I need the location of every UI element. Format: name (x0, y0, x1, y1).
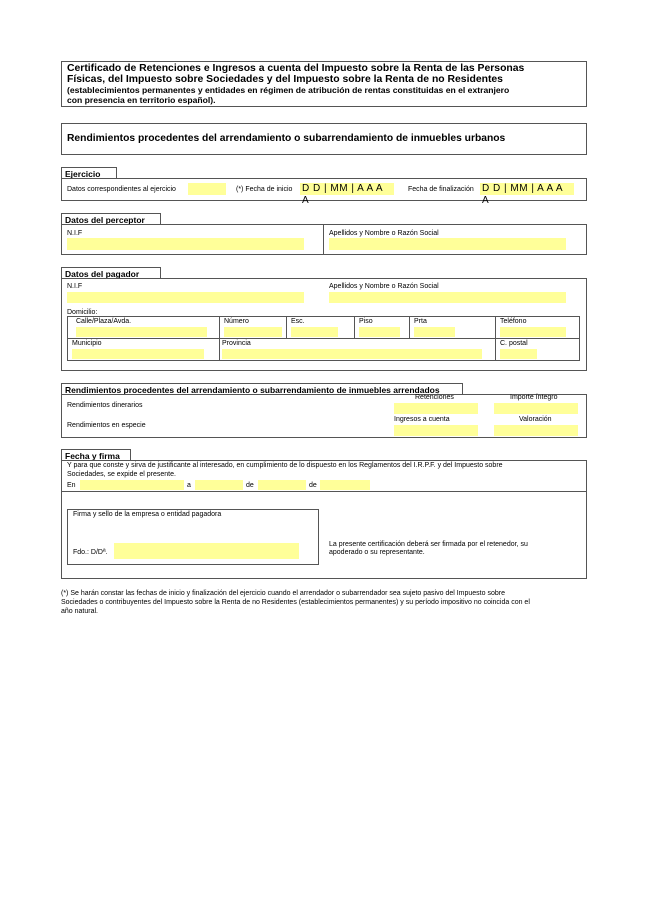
anio-input[interactable] (320, 480, 370, 490)
valoracion-input[interactable] (494, 425, 578, 436)
perceptor-nombre-input[interactable] (329, 238, 566, 250)
de2-label: de (309, 482, 317, 489)
valoracion-label: Valoración (519, 416, 552, 423)
section-title: Rendimientos procedentes del arrendamiento o subarrendamiento de inmuebles urbanos (67, 133, 506, 144)
cpostal-input[interactable] (500, 349, 537, 359)
esc-input[interactable] (291, 327, 338, 337)
ejercicio-input[interactable] (188, 183, 226, 195)
telefono-label: Teléfono (500, 318, 527, 325)
perceptor-nif-input[interactable] (67, 238, 304, 250)
mes-input[interactable] (258, 480, 306, 490)
calle-input[interactable] (76, 327, 207, 337)
address-grid-vline (219, 316, 220, 361)
de1-label: de (246, 482, 254, 489)
header-subtitle-line2: con presencia en territorio español). (67, 95, 216, 105)
dinerarios-label: Rendimientos dinerarios (67, 402, 143, 409)
calle-label: Calle/Plaza/Avda. (76, 318, 132, 325)
address-grid-hline (67, 338, 580, 339)
especie-label: Rendimientos en especie (67, 422, 146, 429)
fecha-inicio-input[interactable]: D D | MM | A A A A (300, 183, 394, 195)
a-label: a (187, 482, 191, 489)
address-grid-vline (409, 316, 410, 338)
tab-pagador: Datos del pagador (61, 267, 161, 279)
firma-note-line2: apoderado o su representante. (329, 549, 425, 556)
section-title-box (61, 123, 587, 155)
ingresos-cuenta-input[interactable] (394, 425, 478, 436)
tab-perceptor: Datos del perceptor (61, 213, 161, 225)
header-title-line2: Físicas, del Impuesto sobre Sociedades y del Impuesto sobre la Renta de no Residentes (67, 74, 503, 85)
prta-label: Prta (414, 318, 427, 325)
fecha-fin-input[interactable]: D D | MM | A A A A (480, 183, 574, 195)
cpostal-label: C. postal (500, 340, 528, 347)
tab-rendimientos: Rendimientos procedentes del arrendamiento o subarrendamiento de inmuebles arrendados (61, 383, 463, 395)
footnote-line3: año natural. (61, 608, 98, 615)
footnote-line2: Sociedades o contribuyentes del Impuesto sobre la Renta de no Residentes (establecimientos permanentes) y su período impositivo no coincida con el (61, 599, 530, 606)
tab-ejercicio: Ejercicio (61, 167, 117, 179)
numero-label: Número (224, 318, 249, 325)
retenciones-label: Retenciones (415, 394, 454, 401)
fdo-label: Fdo.: D/Dª. (73, 549, 108, 556)
importe-integro-input[interactable] (494, 403, 578, 414)
sello-label: Firma y sello de la empresa o entidad pagadora (73, 511, 222, 518)
piso-input[interactable] (359, 327, 400, 337)
esc-label: Esc. (291, 318, 305, 325)
telefono-input[interactable] (500, 327, 566, 337)
piso-label: Piso (359, 318, 373, 325)
numero-input[interactable] (224, 327, 282, 337)
en-label: En (67, 482, 76, 489)
fecha-inicio-label: (*) Fecha de inicio (236, 186, 293, 193)
provincia-input[interactable] (222, 349, 482, 359)
address-grid-vline (286, 316, 287, 338)
address-grid-vline (354, 316, 355, 338)
certificate-header (61, 61, 587, 107)
tab-fecha-firma: Fecha y firma (61, 449, 131, 461)
firma-divider (61, 491, 587, 492)
firma-note-line1: La presente certificación deberá ser firmada por el retenedor, su (329, 541, 528, 548)
provincia-label: Provincia (222, 340, 251, 347)
pagador-nif-input[interactable] (67, 292, 304, 303)
firmante-input[interactable] (114, 543, 299, 559)
retenciones-input[interactable] (394, 403, 478, 414)
firma-text-line1: Y para que conste y sirva de justificante al interesado, en cumplimiento de lo dispuesto en los Reglamentos del I.R.P.F. y del Impuesto sobre (67, 462, 503, 469)
header-title-line1: Certificado de Retenciones e Ingresos a cuenta del Impuesto sobre la Renta de las Personas (67, 63, 525, 74)
footnote-line1: (*) Se harán constar las fechas de inicio y finalización del ejercicio cuando el arrendador o subarrendador sea sujeto pasivo del Impuesto sobre (61, 590, 505, 597)
perceptor-divider (323, 224, 324, 255)
pagador-nif-label: N.I.F (67, 283, 83, 290)
perceptor-nif-label: N.I.F (67, 230, 83, 237)
prta-input[interactable] (414, 327, 455, 337)
firma-text-line2: Sociedades, se expide el presente. (67, 471, 176, 478)
address-grid-vline (495, 316, 496, 361)
perceptor-nombre-label: Apellidos y Nombre o Razón Social (329, 230, 439, 237)
importe-integro-label: Importe íntegro (510, 394, 558, 401)
municipio-label: Municipio (72, 340, 102, 347)
municipio-input[interactable] (72, 349, 204, 359)
dia-input[interactable] (195, 480, 243, 490)
header-subtitle-line1: (establecimientos permanentes y entidades en régimen de atribución de rentas constituidas en el extranjero (67, 85, 510, 95)
domicilio-label: Domicilio: (67, 309, 98, 316)
fecha-fin-label: Fecha de finalización (408, 186, 474, 193)
datos-ejercicio-label: Datos correspondientes al ejercicio (67, 186, 176, 193)
ingresos-cuenta-label: Ingresos a cuenta (394, 416, 450, 423)
pagador-nombre-input[interactable] (329, 292, 566, 303)
pagador-nombre-label: Apellidos y Nombre o Razón Social (329, 283, 439, 290)
lugar-input[interactable] (80, 480, 184, 490)
